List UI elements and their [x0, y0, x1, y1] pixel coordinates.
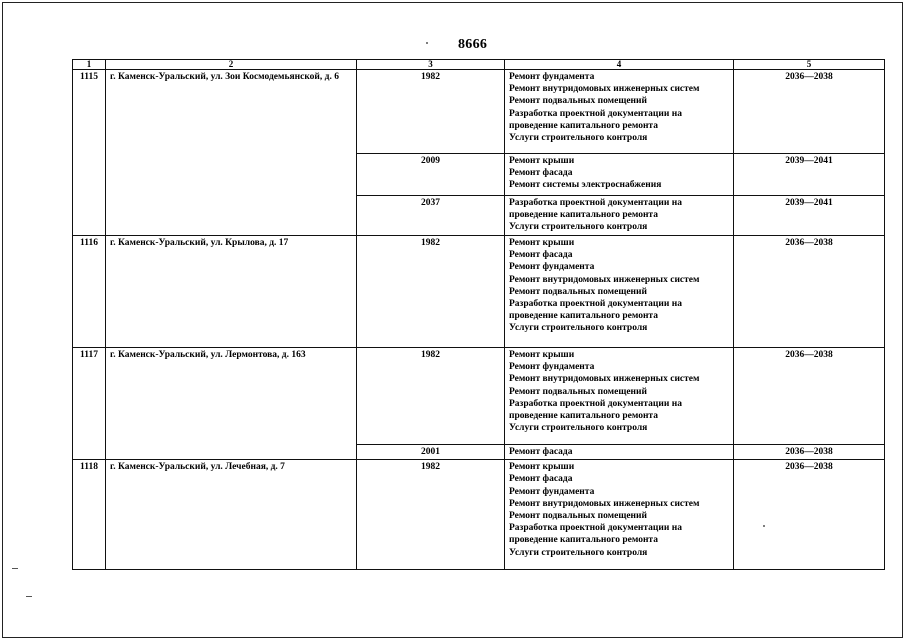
- work-item: Ремонт фасада: [509, 447, 573, 457]
- work-item: Ремонт фундамента: [509, 486, 595, 497]
- work-item: Ремонт внутридомовых инженерных систем: [509, 84, 700, 95]
- work-item: Услуги строительного контроля: [509, 423, 648, 434]
- work-item: Ремонт фасада: [509, 168, 573, 179]
- table-row: [73, 236, 885, 348]
- work-item: Услуги строительного контроля: [509, 323, 648, 334]
- work-item: Ремонт подвальных помещений: [509, 286, 647, 297]
- column-header: 5: [734, 60, 885, 70]
- column-header: 3: [357, 60, 505, 70]
- works-cell: [505, 196, 734, 236]
- work-item: Ремонт подвальных помещений: [509, 386, 647, 397]
- work-item: Ремонт фундамента: [509, 262, 595, 273]
- building-address: г. Каменск-Уральский, ул. Лечебная, д. 7: [106, 460, 357, 570]
- work-item: Ремонт крыши: [509, 156, 575, 166]
- work-item: Разработка проектной документации на: [509, 523, 682, 534]
- work-item: проведение капитального ремонта: [509, 311, 658, 322]
- year-cell: 1982: [357, 236, 505, 348]
- year-cell: 2009: [357, 154, 505, 196]
- works-cell: [505, 236, 734, 348]
- building-address: г. Каменск-Уральский, ул. Лермонтова, д. 163: [106, 348, 357, 460]
- work-item: Ремонт крыши: [509, 462, 575, 473]
- column-header: 1: [73, 60, 106, 70]
- row-number: 1115: [73, 70, 106, 236]
- work-item: Услуги строительного контроля: [509, 133, 648, 144]
- work-item: проведение капитального ремонта: [509, 120, 658, 131]
- work-item: Разработка проектной документации на: [509, 299, 682, 310]
- year-cell: 2037: [357, 196, 505, 236]
- works-cell: [505, 154, 734, 196]
- column-header: 2: [106, 60, 357, 70]
- work-item: Ремонт внутридомовых инженерных систем: [509, 274, 700, 285]
- works-cell: [505, 70, 734, 154]
- row-number: 1116: [73, 236, 106, 348]
- period-cell: 2036—2038: [734, 460, 885, 570]
- work-item: Ремонт системы электроснабжения: [509, 180, 662, 191]
- work-item: проведение капитального ремонта: [509, 411, 658, 422]
- scan-mark: [26, 596, 32, 597]
- table-row: [73, 460, 885, 570]
- row-number: 1117: [73, 348, 106, 460]
- page-number: 8666: [458, 37, 488, 52]
- year-cell: 1982: [357, 460, 505, 570]
- table-body: [73, 70, 885, 570]
- year-cell: 2001: [357, 445, 505, 460]
- table-row: [73, 348, 885, 445]
- work-item: Ремонт внутридомовых инженерных систем: [509, 374, 700, 385]
- work-item: проведение капитального ремонта: [509, 535, 658, 546]
- building-address: г. Каменск-Уральский, ул. Крылова, д. 17: [106, 236, 357, 348]
- table-header-row: [73, 60, 885, 70]
- scan-mark: [12, 568, 18, 569]
- work-item: Ремонт фундамента: [509, 362, 595, 373]
- work-item: Ремонт подвальных помещений: [509, 511, 647, 522]
- scan-speck: [426, 42, 428, 44]
- work-item: Услуги строительного контроля: [509, 547, 648, 558]
- work-item: Разработка проектной документации на: [509, 108, 682, 119]
- work-item: проведение капитального ремонта: [509, 210, 658, 221]
- work-item: Разработка проектной документации на: [509, 198, 682, 208]
- work-item: Ремонт фасада: [509, 250, 573, 261]
- work-item: Услуги строительного контроля: [509, 222, 648, 233]
- period-cell: 2036—2038: [734, 445, 885, 460]
- period-cell: 2039—2041: [734, 154, 885, 196]
- work-item: Ремонт крыши: [509, 350, 575, 360]
- year-cell: 1982: [357, 348, 505, 445]
- work-item: Ремонт фасада: [509, 474, 573, 485]
- table-row: [73, 70, 885, 154]
- works-cell: [505, 460, 734, 570]
- building-address: г. Каменск-Уральский, ул. Зои Космодемьянской, д. 6: [106, 70, 357, 236]
- work-item: Ремонт фундамента: [509, 72, 595, 82]
- column-header: 4: [505, 60, 734, 70]
- year-cell: 1982: [357, 70, 505, 154]
- period-cell: 2036—2038: [734, 70, 885, 154]
- row-number: 1118: [73, 460, 106, 570]
- capital-repair-table: [72, 59, 885, 570]
- works-cell: [505, 348, 734, 445]
- period-cell: 2036—2038: [734, 348, 885, 445]
- period-cell: 2036—2038: [734, 236, 885, 348]
- period-cell: 2039—2041: [734, 196, 885, 236]
- work-item: Ремонт подвальных помещений: [509, 96, 647, 107]
- work-item: Ремонт внутридомовых инженерных систем: [509, 498, 700, 509]
- work-item: Ремонт крыши: [509, 238, 575, 248]
- work-item: Разработка проектной документации на: [509, 398, 682, 409]
- works-cell: [505, 445, 734, 460]
